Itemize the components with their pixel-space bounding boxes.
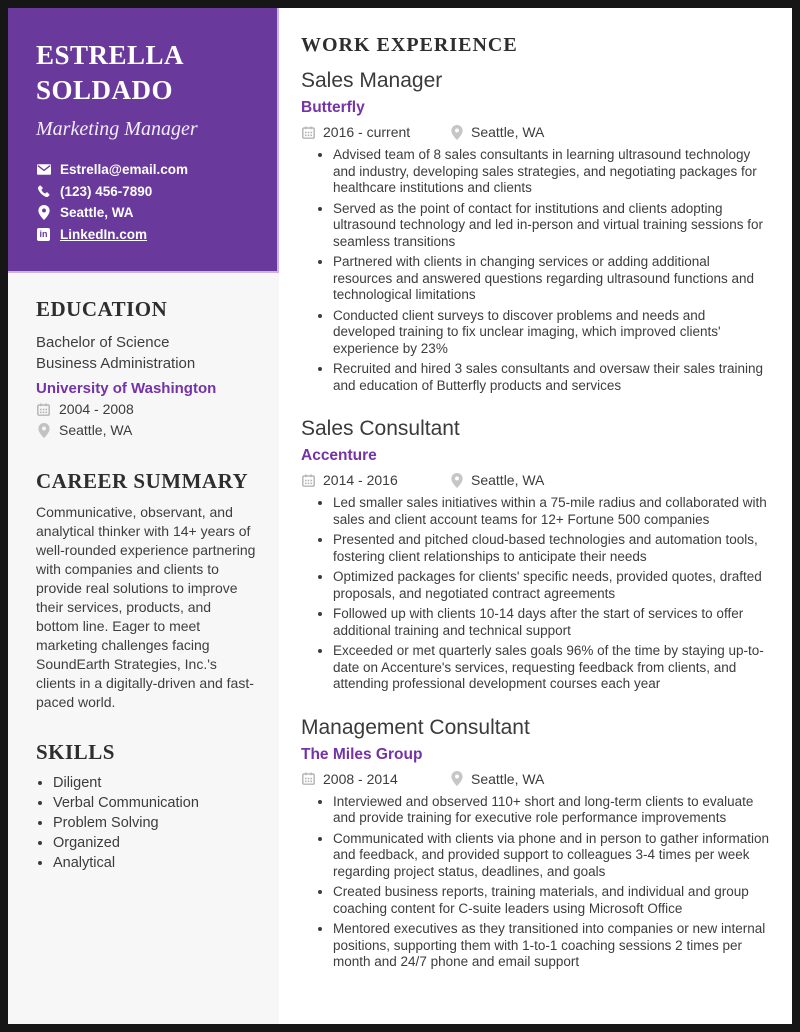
job-location-row — [449, 124, 544, 140]
job-bullet: • Led smaller sales initiatives within a 75-mile radius and collaborated with sales and client account teams for 12+ Fortune 500 companies — [333, 495, 770, 528]
phone-icon — [36, 185, 51, 198]
location-pin-icon — [449, 771, 464, 786]
job-location: Seattle, WA — [471, 124, 545, 140]
job-entry — [301, 68, 770, 394]
education-location: Seattle, WA — [59, 422, 133, 438]
email-icon — [36, 164, 51, 175]
education-dates-row — [36, 399, 257, 420]
job-title: Management Consultant — [301, 715, 530, 739]
degree-line2: Business Administration — [36, 355, 196, 372]
job-dates: 2016 - current — [323, 124, 411, 140]
job-meta-row — [301, 771, 770, 787]
job-meta-row — [301, 472, 770, 488]
job-bullet: • Interviewed and observed 110+ short and long-term clients to evaluate and provide training for executive role performance improvements — [333, 794, 770, 827]
location-pin-icon — [36, 423, 51, 438]
job-bullet-list — [301, 495, 770, 693]
location-text: Seattle, WA — [60, 205, 134, 221]
phone-text: (123) 456-7890 — [60, 183, 153, 199]
person-job-title: Marketing Manager — [36, 118, 198, 140]
skills-list — [36, 773, 257, 873]
person-name — [36, 38, 253, 108]
job-dates: 2014 - 2016 — [323, 472, 398, 488]
education-heading: EDUCATION — [36, 297, 168, 321]
job-bullet: • Communicated with clients via phone and in person to gather information and feedback, and provided support to colleagues 3-4 times per week regarding project status, deadlines, and goals — [333, 831, 770, 881]
job-title: Sales Manager — [301, 69, 443, 92]
job-company: Butterfly — [301, 99, 365, 116]
education-location-row — [36, 420, 257, 441]
skill-item: • Analytical — [53, 853, 257, 873]
contact-linkedin[interactable] — [36, 224, 253, 246]
contact-location — [36, 202, 253, 224]
person-name-line2: SOLDADO — [36, 75, 174, 105]
job-bullet: • Mentored executives as they transitioned into companies or new internal positions, supporting them with 1-to-1 coaching sessions 2 times per month and 24/7 phone and email support — [333, 921, 770, 971]
degree-line1: Bachelor of Science — [36, 334, 170, 351]
skills-heading: SKILLS — [36, 740, 115, 764]
job-bullet: • Optimized packages for clients' specific needs, provided quotes, drafted proposals, and negotiated contract agreements — [333, 569, 770, 602]
job-bullet: • Presented and pitched cloud-based technologies and automation tools, fostering client relationships to anticipate their needs — [333, 532, 770, 565]
resume-main — [279, 8, 792, 1024]
job-location: Seattle, WA — [471, 770, 545, 787]
resume-sidebar — [8, 8, 279, 1024]
skill-item: • Problem Solving — [53, 813, 257, 833]
job-bullet: • Followed up with clients 10-14 days after the start of services to offer additional training and technical support — [333, 606, 770, 639]
job-bullet-list — [301, 794, 770, 971]
job-bullet: • Recruited and hired 3 sales consultants and oversaw their sales training and education of Butterfly products and services — [333, 361, 770, 394]
contact-email — [36, 159, 253, 181]
job-dates-row — [301, 472, 449, 488]
education-dates: 2004 - 2008 — [59, 401, 134, 417]
career-summary-heading: CAREER SUMMARY — [36, 469, 249, 493]
location-pin-icon — [449, 473, 464, 488]
email-text: Estrella@email.com — [60, 162, 188, 178]
skill-item: • Organized — [53, 833, 257, 853]
linkedin-icon: in — [36, 228, 51, 241]
skill-item: • Diligent — [53, 773, 257, 793]
job-dates-row — [301, 124, 449, 140]
job-bullet: • Partnered with clients in changing services or adding additional resources and answered questions regarding ultrasound functions and technological limitations — [333, 254, 770, 304]
education-degree — [36, 332, 257, 374]
job-company: Accenture — [301, 447, 377, 464]
location-pin-icon — [36, 205, 51, 220]
contact-list — [36, 159, 253, 245]
job-entry — [301, 416, 770, 693]
job-meta-row — [301, 124, 770, 140]
career-summary-text: Communicative, observant, and analytical thinker with 14+ years of well-rounded experience partnering with companies and clients to provide real solutions to improve their services, products, and bottom line. Eager to meet marketing challenges facing SoundEarth Strategies, Inc.'s clients in a digitally-driven and fast-paced world. — [36, 504, 256, 710]
job-entry — [301, 715, 770, 971]
sidebar-body — [8, 297, 279, 893]
calendar-icon — [301, 126, 316, 139]
job-dates-row — [301, 771, 449, 787]
calendar-icon — [36, 403, 51, 416]
job-bullet: • Advised team of 8 sales consultants in learning ultrasound technology and industry, developing sales strategies, and negotiating packages for healthcare institutions and clients — [333, 147, 770, 197]
job-location-row — [449, 771, 544, 787]
contact-phone — [36, 181, 253, 203]
sidebar-header — [8, 8, 279, 273]
job-bullet-list — [301, 147, 770, 394]
job-bullet: • Served as the point of contact for institutions and clients adopting ultrasound technology and led in-person and virtual training sessions for seamless transitions — [333, 201, 770, 251]
job-dates: 2008 - 2014 — [323, 770, 398, 787]
location-pin-icon — [449, 125, 464, 140]
calendar-icon — [301, 474, 316, 487]
job-location-row — [449, 472, 544, 488]
job-company: The Miles Group — [301, 745, 423, 763]
skill-item: • Verbal Communication — [53, 793, 257, 813]
job-bullet: • Exceeded or met quarterly sales goals 96% of the time by staying up-to-date on Accenture's services, requesting feedback from clients, and attending professional development courses each year — [333, 643, 770, 693]
linkedin-link[interactable]: LinkedIn.com — [60, 226, 148, 242]
education-school: University of Washington — [36, 380, 217, 397]
calendar-icon — [301, 772, 316, 785]
work-experience-heading: WORK EXPERIENCE — [301, 34, 518, 56]
job-bullet: • Created business reports, training materials, and individual and group coaching content for C-suite leaders using Microsoft Office — [333, 884, 770, 917]
job-title: Sales Consultant — [301, 417, 460, 440]
person-name-line1: ESTRELLA — [36, 40, 185, 70]
job-location: Seattle, WA — [471, 472, 545, 488]
job-bullet: • Conducted client surveys to discover problems and needs and developed training to fix unclear imaging, which improved clients' experience by 23% — [333, 308, 770, 358]
